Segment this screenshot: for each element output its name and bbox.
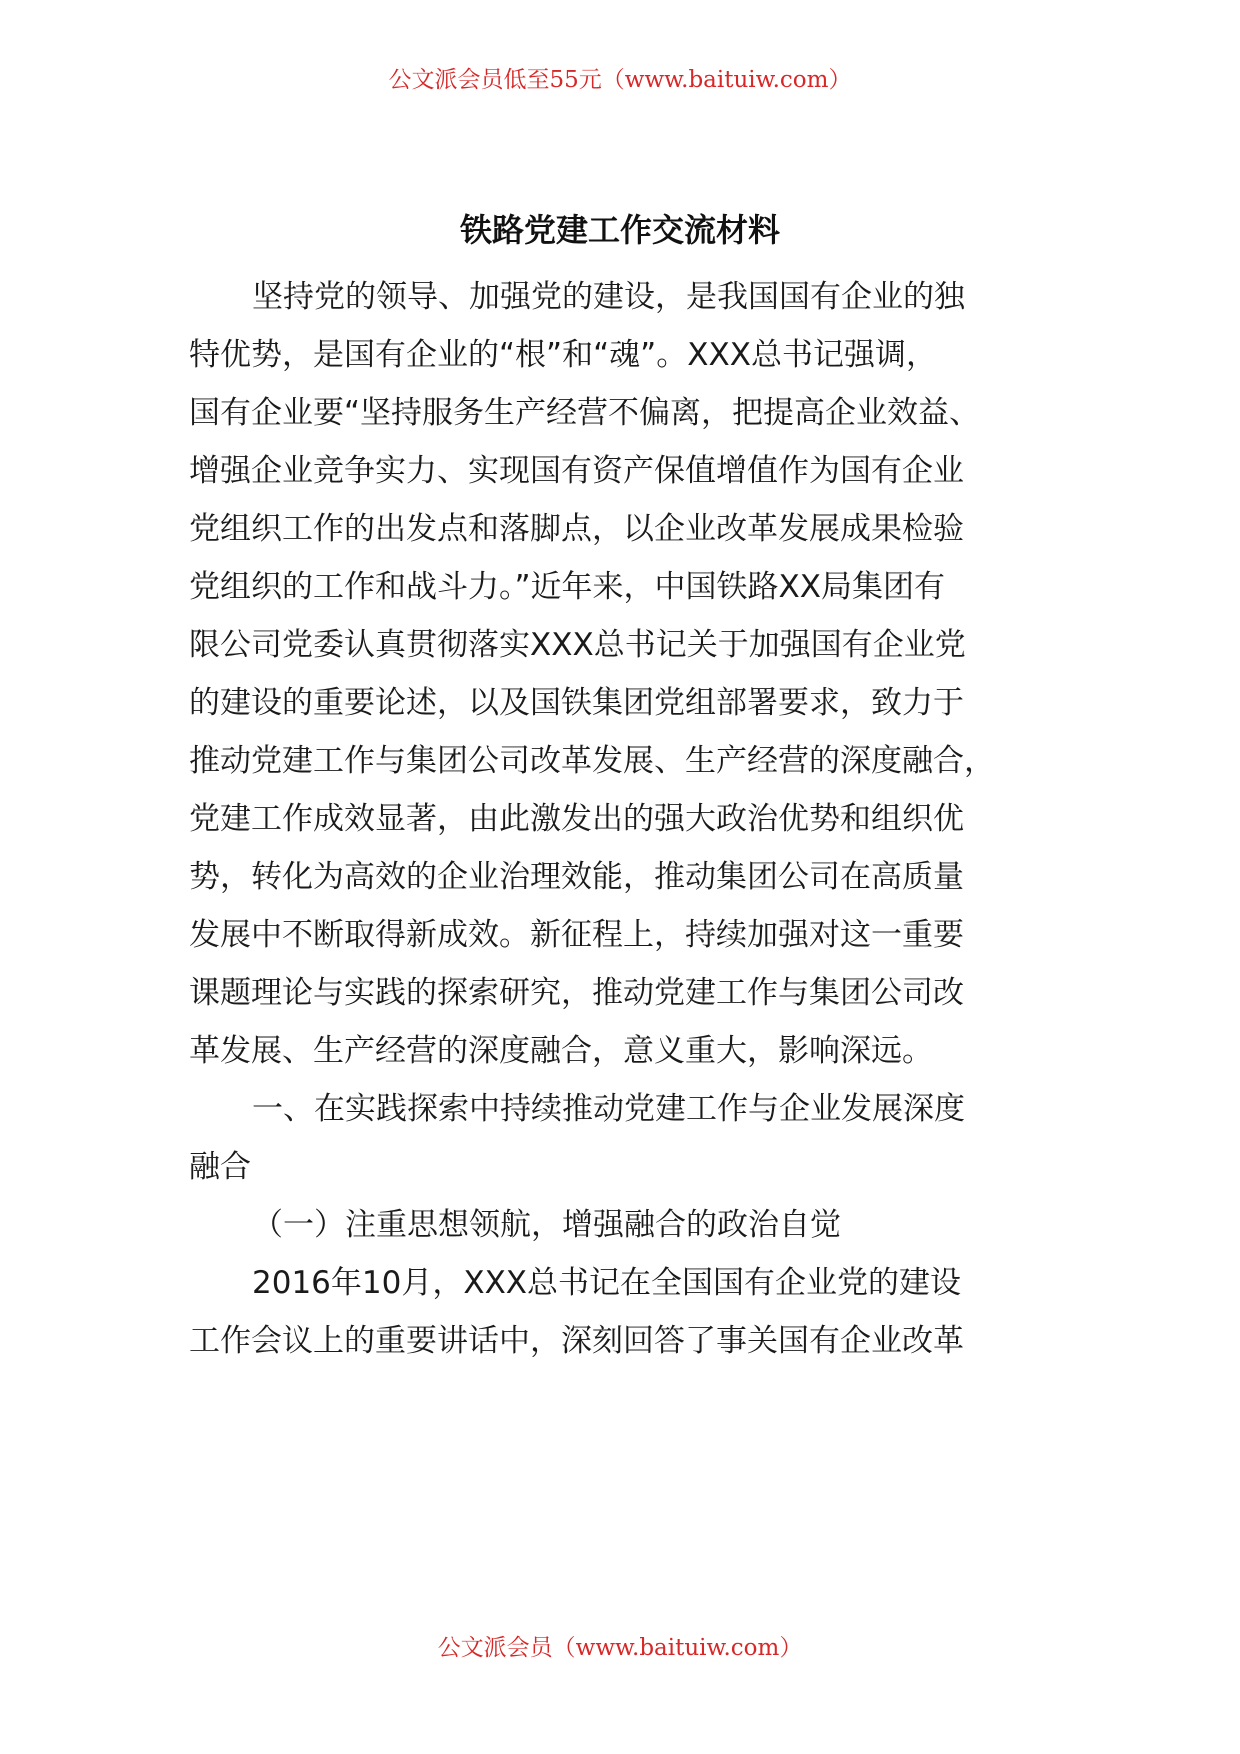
body-line-5: 党组织工作的出发点和落脚点，以企业改革发展成果检验 bbox=[189, 511, 964, 547]
body-line-9: 推动党建工作与集团公司改革发展、生产经营的深度融合， bbox=[189, 743, 995, 779]
body-line-12: 发展中不断取得新成效。新征程上，持续加强对这一重要 bbox=[189, 917, 964, 953]
body-line-19: 工作会议上的重要讲话中，深刻回答了事关国有企业改革 bbox=[189, 1323, 964, 1359]
body-line-4: 增强企业竞争实力、实现国有资产保值增值作为国有企业 bbox=[189, 453, 964, 489]
body-line-18: 2016年10月，XXX总书记在全国国有企业党的建设 bbox=[252, 1265, 962, 1301]
footer-watermark-banner: 公文派会员（www.baituiw.com） bbox=[437, 1635, 803, 1661]
section-heading-line-1: 一、在实践探索中持续推动党建工作与企业发展深度 bbox=[252, 1091, 965, 1127]
body-line-13: 课题理论与实践的探索研究，推动党建工作与集团公司改 bbox=[189, 975, 964, 1011]
body-line-11: 势，转化为高效的企业治理效能，推动集团公司在高质量 bbox=[189, 859, 964, 895]
body-line-3: 国有企业要“坚持服务生产经营不偏离，把提高企业效益、 bbox=[189, 395, 981, 431]
body-line-1: 坚持党的领导、加强党的建设，是我国国有企业的独 bbox=[252, 279, 965, 315]
subsection-heading: （一）注重思想领航，增强融合的政治自觉 bbox=[252, 1207, 841, 1243]
body-line-14: 革发展、生产经营的深度融合，意义重大，影响深远。 bbox=[189, 1033, 933, 1069]
body-line-10: 党建工作成效显著，由此激发出的强大政治优势和组织优 bbox=[189, 801, 964, 837]
body-line-6: 党组织的工作和战斗力。”近年来，中国铁路XX局集团有 bbox=[189, 569, 946, 605]
body-line-2: 特优势，是国有企业的“根”和“魂”。XXX总书记强调， bbox=[189, 337, 937, 373]
section-heading-line-2: 融合 bbox=[189, 1149, 251, 1185]
body-line-7: 限公司党委认真贯彻落实XXX总书记关于加强国有企业党 bbox=[189, 627, 966, 663]
document-title: 铁路党建工作交流材料 bbox=[459, 211, 780, 249]
body-line-8: 的建设的重要论述，以及国铁集团党组部署要求，致力于 bbox=[189, 685, 964, 721]
header-watermark-banner: 公文派会员低至55元（www.baituiw.com） bbox=[388, 67, 852, 93]
